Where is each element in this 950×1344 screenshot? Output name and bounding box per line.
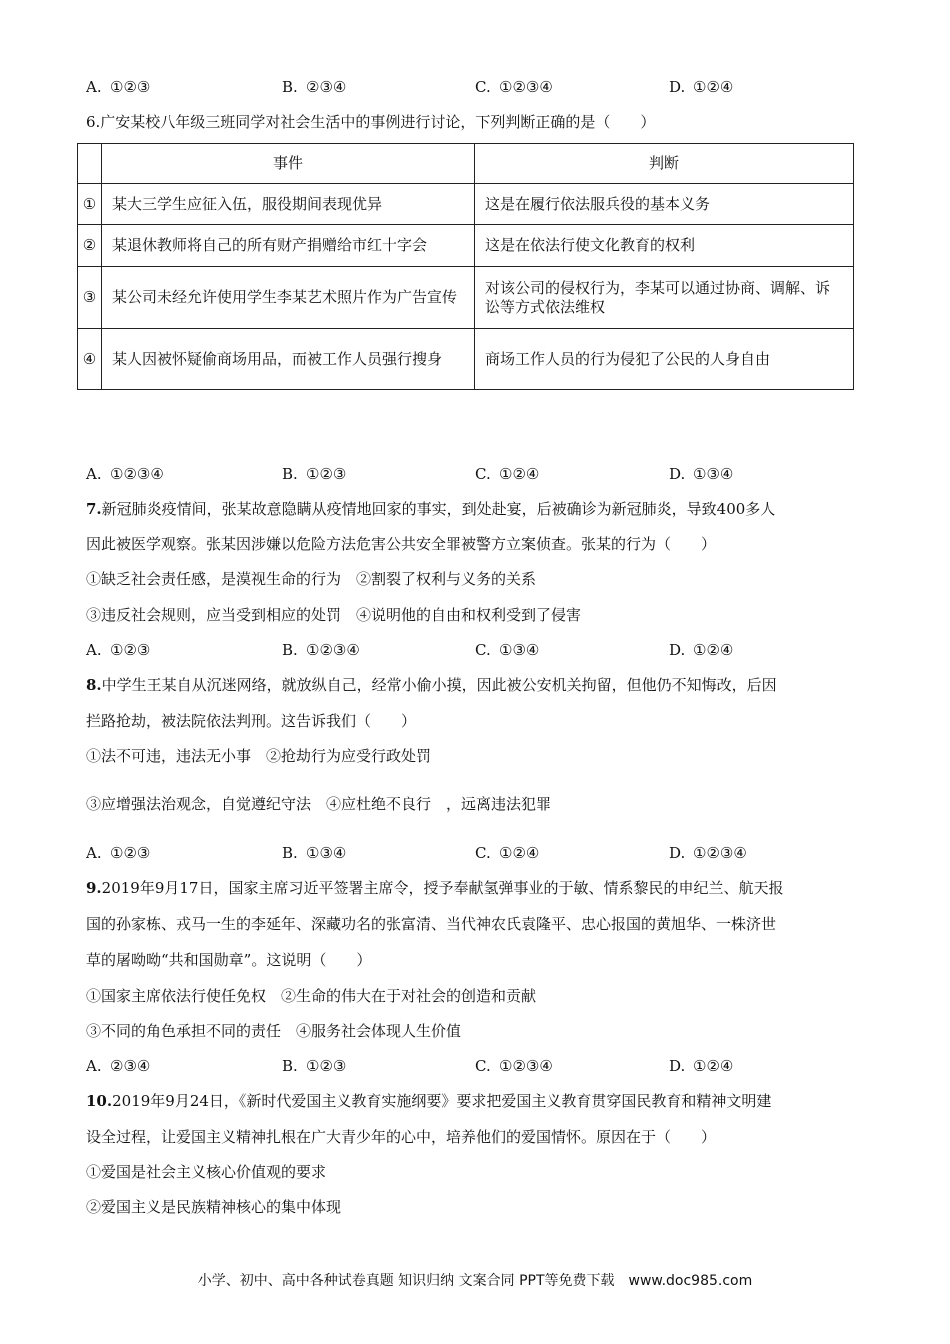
table-header-row (78, 144, 854, 184)
q7-option-d[interactable]: D. ①②④ (669, 641, 734, 659)
q6-options (86, 464, 866, 484)
q9-option-d[interactable]: D. ①②④ (669, 1057, 734, 1075)
table-row (78, 184, 854, 225)
q10-statements-line2: ②爱国主义是民族精神核心的集中体现 (86, 1198, 342, 1216)
page-footer: 小学、初中、高中各种试卷真题 知识归纳 文案合同 PPT等免费下载 www.doc985.com (197, 1273, 753, 1289)
q6-stem: 6.广安某校八年级三班同学对社会生活中的事例进行讨论，下列判断正确的是（ ） (86, 113, 656, 131)
row-judgment: 这是在依法行使文化教育的权利 (475, 225, 854, 267)
q9-stem-line3: 草的屠呦呦“共和国勋章”。这说明（ ） (86, 951, 372, 969)
table-row (78, 329, 854, 390)
q5-option-c[interactable]: C. ①②③④ (475, 78, 553, 96)
q8-statements-line2: ③应增强法治观念，自觉遵纪守法 ④应杜绝不良行 ，远离违法犯罪 (86, 795, 552, 813)
q7-stem-line2: 因此被医学观察。张某因涉嫌以危险方法危害公共安全罪被警方立案侦查。张某的行为（ ） (86, 535, 717, 553)
q9-option-b[interactable]: B. ①②③ (282, 1057, 347, 1075)
q7-option-a[interactable]: A. ①②③ (86, 641, 151, 659)
q8-option-b[interactable]: B. ①③④ (282, 844, 347, 862)
q9-options (86, 1056, 866, 1076)
q10-stem-line2: 设全过程，让爱国主义精神扎根在广大青少年的心中，培养他们的爱国情怀。原因在于（ ） (86, 1128, 717, 1146)
q8-stem-line2: 拦路抢劫，被法院依法判刑。这告诉我们（ ） (86, 712, 417, 730)
q7-option-c[interactable]: C. ①③④ (475, 641, 540, 659)
row-judgment: 对该公司的侵权行为，李某可以通过协商、调解、诉讼等方式依法维权 (475, 267, 854, 329)
q5-option-a[interactable]: A. ①②③ (86, 78, 151, 96)
q9-option-a[interactable]: A. ②③④ (86, 1057, 151, 1075)
q9-number: 9. (86, 879, 102, 897)
q6-option-a[interactable]: A. ①②③④ (86, 465, 164, 483)
q7-number: 7. (86, 500, 102, 518)
row-number: ④ (78, 329, 102, 390)
q9-statements-line2: ③不同的角色承担不同的责任 ④服务社会体现人生价值 (86, 1022, 462, 1040)
table-row (78, 225, 854, 267)
table-header-event: 事件 (102, 144, 475, 184)
q9-statements-line1: ①国家主席依法行使任免权 ②生命的伟大在于对社会的创造和贡献 (86, 987, 537, 1005)
q6-option-c[interactable]: C. ①②④ (475, 465, 540, 483)
q6-option-d[interactable]: D. ①③④ (669, 465, 734, 483)
q7-statements-line2: ③违反社会规则，应当受到相应的处罚 ④说明他的自由和权利受到了侵害 (86, 606, 582, 624)
q7-option-b[interactable]: B. ①②③④ (282, 641, 360, 659)
q9-stem-line1: 9.2019年9月17日，国家主席习近平签署主席令，授予奉献氢弹事业的于敏、情系黎民的申纪兰、航天报 (86, 879, 784, 897)
table-header-cell (78, 144, 102, 184)
q8-stem-line1: 8.中学生王某自从沉迷网络，就放纵自己，经常小偷小摸，因此被公安机关拘留，但他仍不知悔改，后因 (86, 676, 777, 694)
q8-number: 8. (86, 676, 102, 694)
q9-stem-line2: 国的孙家栋、戎马一生的李延年、深藏功名的张富清、当代神农氏袁隆平、忠心报国的黄旭华、一株济世 (86, 915, 777, 933)
q5-options (86, 77, 866, 97)
q8-options (86, 843, 866, 863)
q8-option-d[interactable]: D. ①②③④ (669, 844, 747, 862)
q5-option-b[interactable]: B. ②③④ (282, 78, 347, 96)
row-judgment: 商场工作人员的行为侵犯了公民的人身自由 (475, 329, 854, 390)
q10-number: 10. (86, 1092, 113, 1110)
row-event: 某人因被怀疑偷商场用品，而被工作人员强行搜身 (102, 329, 475, 390)
row-judgment: 这是在履行依法服兵役的基本义务 (475, 184, 854, 225)
q8-statements-line1: ①法不可违，违法无小事 ②抢劫行为应受行政处罚 (86, 747, 432, 765)
q6-option-b[interactable]: B. ①②③ (282, 465, 347, 483)
row-event: 某退休教师将自己的所有财产捐赠给市红十字会 (102, 225, 475, 267)
q9-option-c[interactable]: C. ①②③④ (475, 1057, 553, 1075)
q7-statements-line1: ①缺乏社会责任感，是漠视生命的行为 ②割裂了权利与义务的关系 (86, 570, 537, 588)
row-event: 某公司未经允许使用学生李某艺术照片作为广告宣传 (102, 267, 475, 329)
q8-option-c[interactable]: C. ①②④ (475, 844, 540, 862)
row-number: ② (78, 225, 102, 267)
q5-option-d[interactable]: D. ①②④ (669, 78, 734, 96)
q8-option-a[interactable]: A. ①②③ (86, 844, 151, 862)
q7-options (86, 640, 866, 660)
table-row (78, 267, 854, 329)
table-header-judgment: 判断 (475, 144, 854, 184)
row-event: 某大三学生应征入伍，服役期间表现优异 (102, 184, 475, 225)
q10-stem-line1: 10.2019年9月24日，《新时代爱国主义教育实施纲要》要求把爱国主义教育贯穿国民教育和精神文明建 (86, 1092, 772, 1110)
q10-statements-line1: ①爱国是社会主义核心价值观的要求 (86, 1163, 327, 1181)
row-number: ③ (78, 267, 102, 329)
q6-events-table (77, 143, 854, 390)
row-number: ① (78, 184, 102, 225)
q7-stem-line1: 7.新冠肺炎疫情间，张某故意隐瞒从疫情地回家的事实，到处赴宴，后被确诊为新冠肺炎，导致400多人 (86, 500, 776, 518)
